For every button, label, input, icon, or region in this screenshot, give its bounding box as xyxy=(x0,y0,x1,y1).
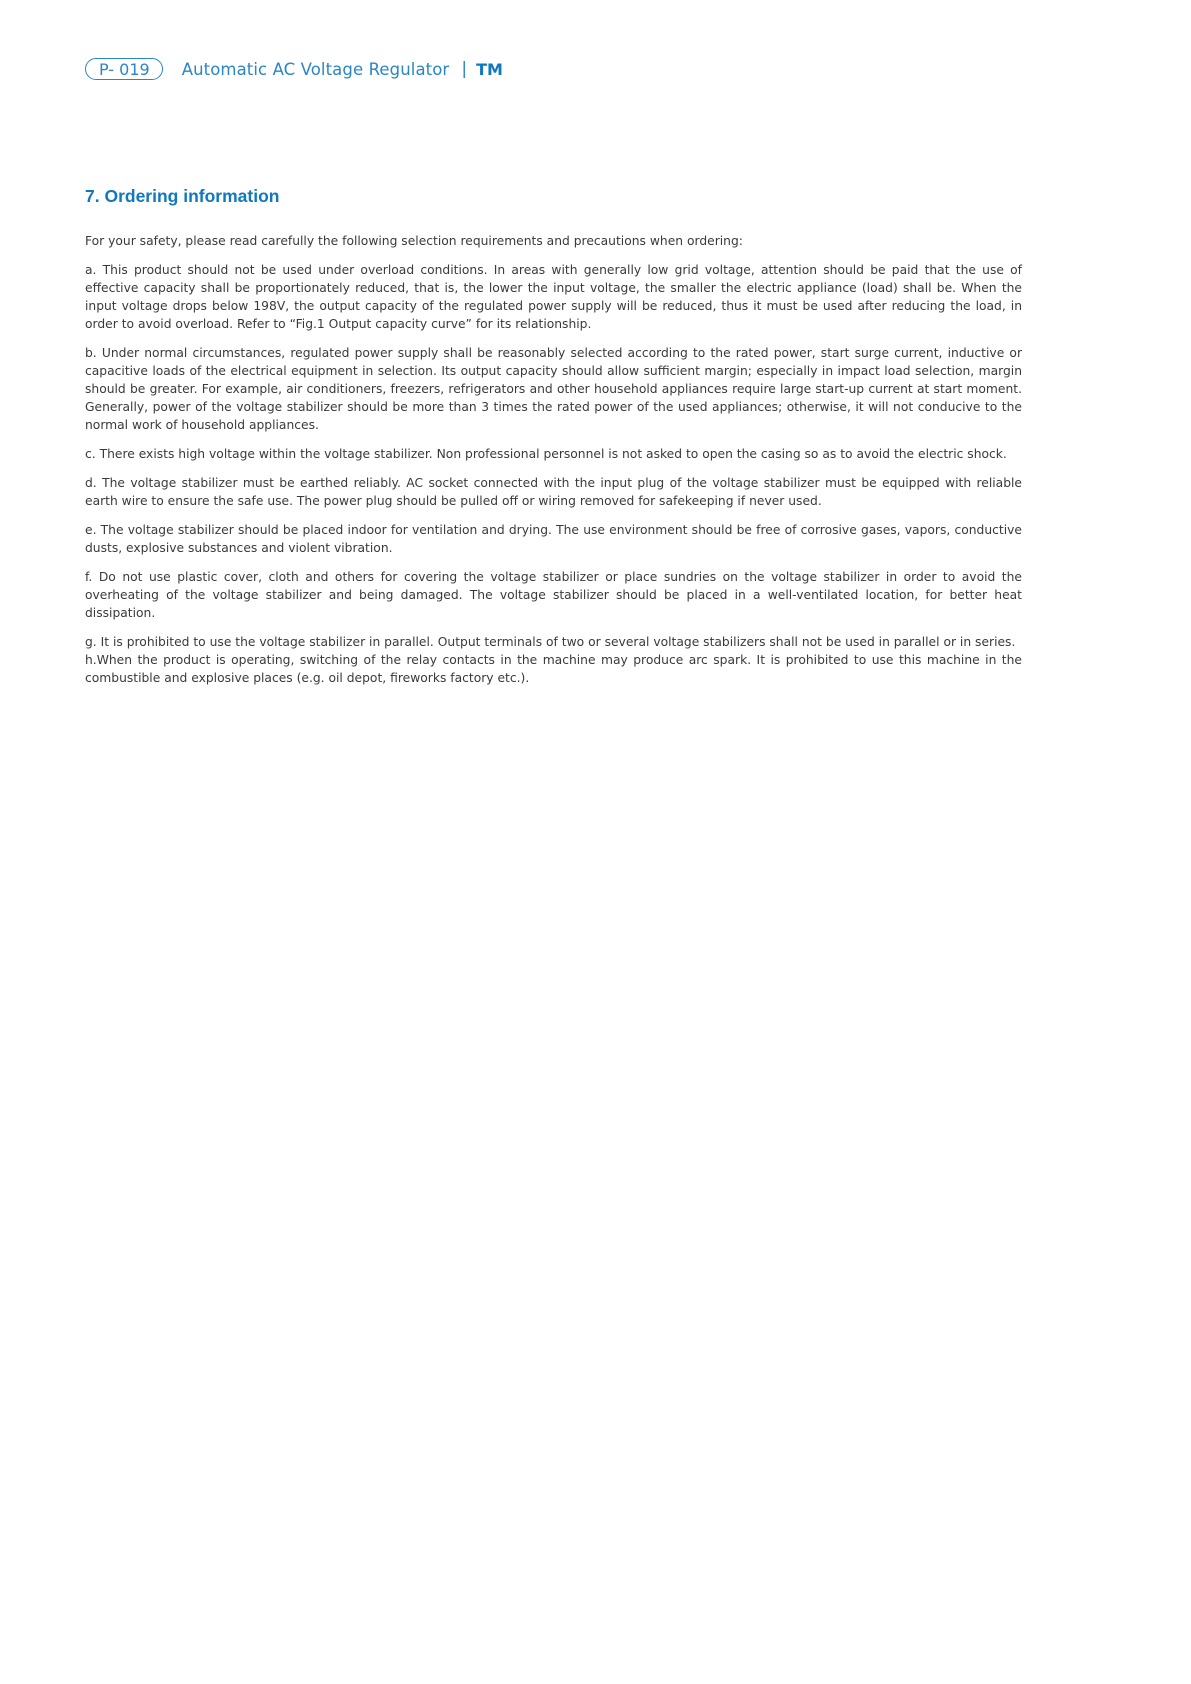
item-h-paragraph: h.When the product is operating, switching of the relay contacts in the machine may produce arc spark. It is prohibited to use this machine in the combustible and explosive places (e.g. oil depot, fireworks factory etc.). xyxy=(85,653,1022,685)
item-f-paragraph: f. Do not use plastic cover, cloth and others for covering the voltage stabilizer or place sundries on the voltage stabilizer in order to avoid the overheating of the voltage stabilizer and being damaged. The voltage stabilizer should be placed in a well-ventilated location, for better heat dissipation. xyxy=(85,570,1022,620)
item-g-paragraph: g. It is prohibited to use the voltage stabilizer in parallel. Output terminals of two or several voltage stabilizers shall not be used in parallel or in series. xyxy=(85,635,1016,649)
item-d-paragraph: d. The voltage stabilizer must be earthed reliably. AC socket connected with the input plug of the voltage stabilizer must be equipped with reliable earth wire to ensure the safe use. The power plug should be pulled off or wiring removed for safekeeping if never used. xyxy=(85,476,1022,508)
item-b-paragraph: b. Under normal circumstances, regulated power supply shall be reasonably selected according to the rated power, start surge current, inductive or capacitive loads of the electrical equipment in selection. Its output capacity should allow sufficient margin; especially in impact load selection, margin should be greater. For example, air conditioners, freezers, refrigerators and other household appliances require large start-up current at start moment. Generally, power of the voltage stabilizer should be more than 3 times the rated power of the used appliances; otherwise, it will not conducive to the normal work of household appliances. xyxy=(85,346,1022,432)
item-a-paragraph: a. This product should not be used under overload conditions. In areas with generally low grid voltage, attention should be paid that the use of effective capacity shall be proportionately reduced, that is, the lower the input voltage, the smaller the electric appliance (load) shall be. When the input voltage drops below 198V, the output capacity of the regulated power supply will be reduced, thus it must be used after reducing the load, in order to avoid overload. Refer to “Fig.1 Output capacity curve” for its relationship. xyxy=(85,263,1022,331)
document-title: Automatic AC Voltage Regulator xyxy=(181,59,450,79)
brand-mark: TM xyxy=(476,59,503,79)
ordering-information-body xyxy=(85,232,1022,698)
header-separator: | xyxy=(461,59,468,79)
item-c-paragraph: c. There exists high voltage within the voltage stabilizer. Non professional personnel is not asked to open the casing so as to avoid the electric shock. xyxy=(85,447,1007,461)
page-header xyxy=(85,57,503,81)
section-title: 7. Ordering information xyxy=(85,186,280,206)
intro-paragraph: For your safety, please read carefully the following selection requirements and precautions when ordering: xyxy=(85,234,743,248)
page-number-badge: P- 019 xyxy=(85,58,163,80)
item-e-paragraph: e. The voltage stabilizer should be placed indoor for ventilation and drying. The use environment should be free of corrosive gases, vapors, conductive dusts, explosive substances and violent vibration. xyxy=(85,523,1022,555)
